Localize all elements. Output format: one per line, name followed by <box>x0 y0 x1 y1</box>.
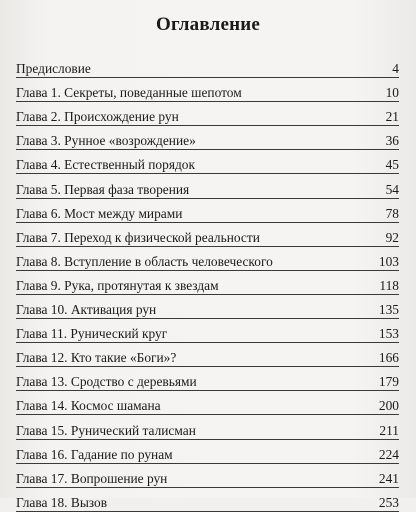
entry-label: Глава 6. Мост между мирами <box>16 205 183 221</box>
entry-label: Глава 2. Происхождение рун <box>16 109 179 125</box>
entry-label: Глава 17. Вопрошение рун <box>16 470 168 486</box>
toc-entry <box>16 54 399 78</box>
entry-page-number: 224 <box>378 446 399 462</box>
entry-page-number: 166 <box>378 350 399 366</box>
entry-page-number: 103 <box>378 253 399 269</box>
entry-label: Глава 7. Переход к физической реальности <box>16 229 260 245</box>
entry-label: Глава 16. Гадание по рунам <box>16 446 173 462</box>
toc-entry <box>16 126 399 150</box>
entry-page-number: 179 <box>378 374 399 390</box>
toc-entry <box>16 199 399 223</box>
entry-page-number: 4 <box>392 61 399 77</box>
entry-label: Глава 9. Рука, протянутая к звездам <box>16 277 219 293</box>
entry-page-number: 118 <box>379 277 399 293</box>
entry-page-number: 10 <box>385 85 399 101</box>
entry-label: Глава 18. Вызов <box>16 494 108 510</box>
toc-entry <box>16 174 399 198</box>
toc-entry <box>16 150 399 174</box>
toc-entry <box>16 295 399 319</box>
entry-page-number: 211 <box>379 422 399 438</box>
entry-label: Глава 8. Вступление в область человеческого <box>16 253 273 269</box>
entry-page-number: 200 <box>378 398 399 414</box>
toc-entry <box>16 271 399 295</box>
entry-page-number: 153 <box>378 326 399 342</box>
entry-label: Глава 12. Кто такие «Боги»? <box>16 350 177 366</box>
entry-label: Глава 15. Рунический талисман <box>16 422 196 438</box>
entry-page-number: 36 <box>385 133 399 149</box>
page-title: Оглавление <box>155 14 261 35</box>
entry-label: Глава 11. Рунический круг <box>16 326 168 342</box>
entry-label: Глава 3. Рунное «возрождение» <box>16 133 196 149</box>
entry-label: Предисловие <box>16 61 91 77</box>
entry-label: Глава 4. Естественный порядок <box>16 157 195 173</box>
entry-label: Глава 10. Активация рун <box>16 302 157 318</box>
toc-entry <box>16 488 399 512</box>
toc-entry <box>16 391 399 415</box>
toc-entry <box>16 102 399 126</box>
entry-label: Глава 1. Секреты, поведанные шепотом <box>16 85 242 101</box>
table-of-contents <box>16 54 399 512</box>
toc-entry <box>16 223 399 247</box>
toc-entry <box>16 440 399 464</box>
toc-entry <box>16 247 399 271</box>
toc-entry <box>16 415 399 439</box>
entry-page-number: 78 <box>385 205 399 221</box>
entry-page-number: 45 <box>385 157 399 173</box>
entry-page-number: 54 <box>385 181 399 197</box>
entry-page-number: 21 <box>385 109 399 125</box>
entry-page-number: 241 <box>378 470 399 486</box>
entry-page-number: 253 <box>378 494 399 510</box>
toc-entry <box>16 464 399 488</box>
entry-page-number: 92 <box>385 229 399 245</box>
entry-page-number: 135 <box>378 302 399 318</box>
toc-entry <box>16 319 399 343</box>
entry-label: Глава 5. Первая фаза творения <box>16 181 190 197</box>
entry-label: Глава 14. Космос шамана <box>16 398 161 414</box>
toc-entry <box>16 78 399 102</box>
toc-entry <box>16 367 399 391</box>
toc-entry <box>16 343 399 367</box>
entry-label: Глава 13. Сродство с деревьями <box>16 374 197 390</box>
